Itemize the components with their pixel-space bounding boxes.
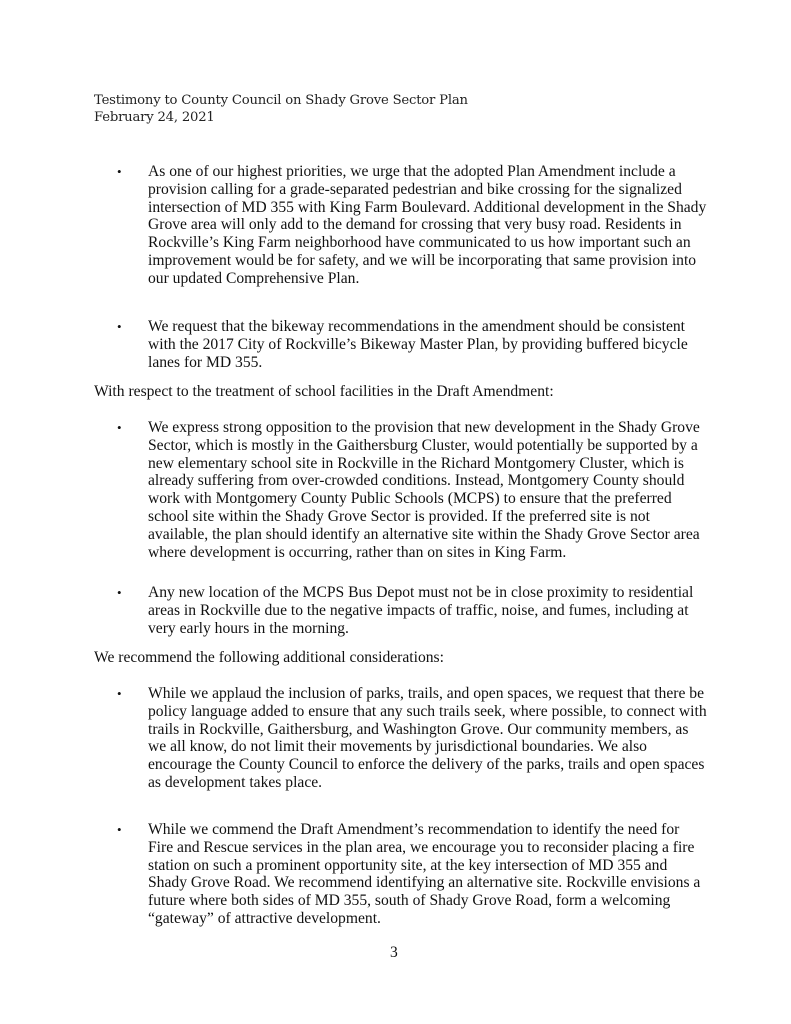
text-line: “gateway” of attractive development. bbox=[148, 909, 381, 927]
text-line: Shady Grove Road. We recommend identifying an alternative site. Rockville envisions a bbox=[148, 874, 701, 892]
bullet-icon: • bbox=[117, 420, 122, 435]
text-line: provision calling for a grade-separated pedestrian and bike crossing for the signalized bbox=[148, 180, 682, 198]
text-line: already suffering from over-crowded conditions. Instead, Montgomery County should bbox=[148, 472, 685, 490]
text-line: As one of our highest priorities, we urge that the adopted Plan Amendment include a bbox=[148, 163, 676, 180]
bullet-text bbox=[148, 419, 748, 561]
bullet-text bbox=[148, 821, 748, 928]
text-line: We request that the bikeway recommendations in the amendment should be consistent bbox=[148, 318, 686, 335]
header-date: February 24, 2021 bbox=[94, 110, 215, 125]
text-line: policy language added to ensure that any such trails seek, where possible, to connect with bbox=[148, 702, 707, 720]
bullet-text bbox=[148, 584, 748, 637]
section-intro-considerations: We recommend the following additional considerations: bbox=[94, 649, 444, 666]
text-line: encourage the County Council to enforce the delivery of the parks, trails and open spaces bbox=[148, 756, 705, 774]
text-line: available, the plan should identify an alternative site within the Shady Grove Sector area bbox=[148, 525, 700, 543]
bullet-text bbox=[148, 685, 748, 792]
text-line: new elementary school site in Rockville in the Richard Montgomery Cluster, which is bbox=[148, 454, 684, 472]
text-line: very early hours in the morning. bbox=[148, 619, 349, 637]
bullet-icon: • bbox=[117, 822, 122, 837]
text-line: lanes for MD 355. bbox=[148, 353, 263, 371]
text-line: While we commend the Draft Amendment’s recommendation to identify the need for bbox=[148, 821, 680, 838]
text-line: school site within the Shady Grove Sector is provided. If the preferred site is not bbox=[148, 507, 650, 525]
header-title: Testimony to County Council on Shady Grove Sector Plan bbox=[94, 93, 468, 108]
page-number: 3 bbox=[390, 944, 398, 961]
text-line: work with Montgomery County Public Schools (MCPS) to ensure that the preferred bbox=[148, 490, 672, 508]
text-line: with the 2017 City of Rockville’s Bikeway Master Plan, by providing buffered bicycle bbox=[148, 335, 688, 353]
text-line: Sector, which is mostly in the Gaithersburg Cluster, would potentially be supported by a bbox=[148, 436, 698, 454]
text-line: improvement would be for safety, and we will be incorporating that same provision into bbox=[148, 251, 697, 269]
text-line: station on such a prominent opportunity site, at the key intersection of MD 355 and bbox=[148, 856, 668, 874]
text-line: our updated Comprehensive Plan. bbox=[148, 269, 360, 287]
text-line: We express strong opposition to the provision that new development in the Shady Grove bbox=[148, 419, 700, 436]
text-line: future where both sides of MD 355, south of Shady Grove Road, form a welcoming bbox=[148, 892, 671, 910]
text-line: areas in Rockville due to the negative impacts of traffic, noise, and fumes, including at bbox=[148, 601, 689, 619]
text-line: where development is occurring, rather than on sites in King Farm. bbox=[148, 543, 567, 561]
bullet-icon: • bbox=[117, 686, 122, 701]
text-line: Fire and Rescue services in the plan area, we encourage you to reconsider placing a fire bbox=[148, 838, 695, 856]
bullet-text bbox=[148, 163, 748, 288]
text-line: Any new location of the MCPS Bus Depot must not be in close proximity to residential bbox=[148, 584, 694, 601]
bullet-text bbox=[148, 318, 748, 371]
bullet-icon: • bbox=[117, 164, 122, 179]
document-header bbox=[94, 92, 468, 126]
text-line: trails in Rockville, Gaithersburg, and Washington Grove. Our community members, as bbox=[148, 720, 689, 738]
text-line: we all know, do not limit their movements by jurisdictional boundaries. We also bbox=[148, 738, 647, 756]
text-line: as development takes place. bbox=[148, 773, 323, 791]
section-intro-schools: With respect to the treatment of school facilities in the Draft Amendment: bbox=[94, 383, 554, 400]
text-line: intersection of MD 355 with King Farm Boulevard. Additional development in the Shady bbox=[148, 198, 707, 216]
text-line: Rockville’s King Farm neighborhood have communicated to us how important such an bbox=[148, 234, 691, 252]
bullet-icon: • bbox=[117, 585, 122, 600]
bullet-icon: • bbox=[117, 319, 122, 334]
text-line: Grove area will only add to the demand for crossing that very busy road. Residents in bbox=[148, 216, 682, 234]
text-line: While we applaud the inclusion of parks, trails, and open spaces, we request that there be bbox=[148, 685, 704, 702]
